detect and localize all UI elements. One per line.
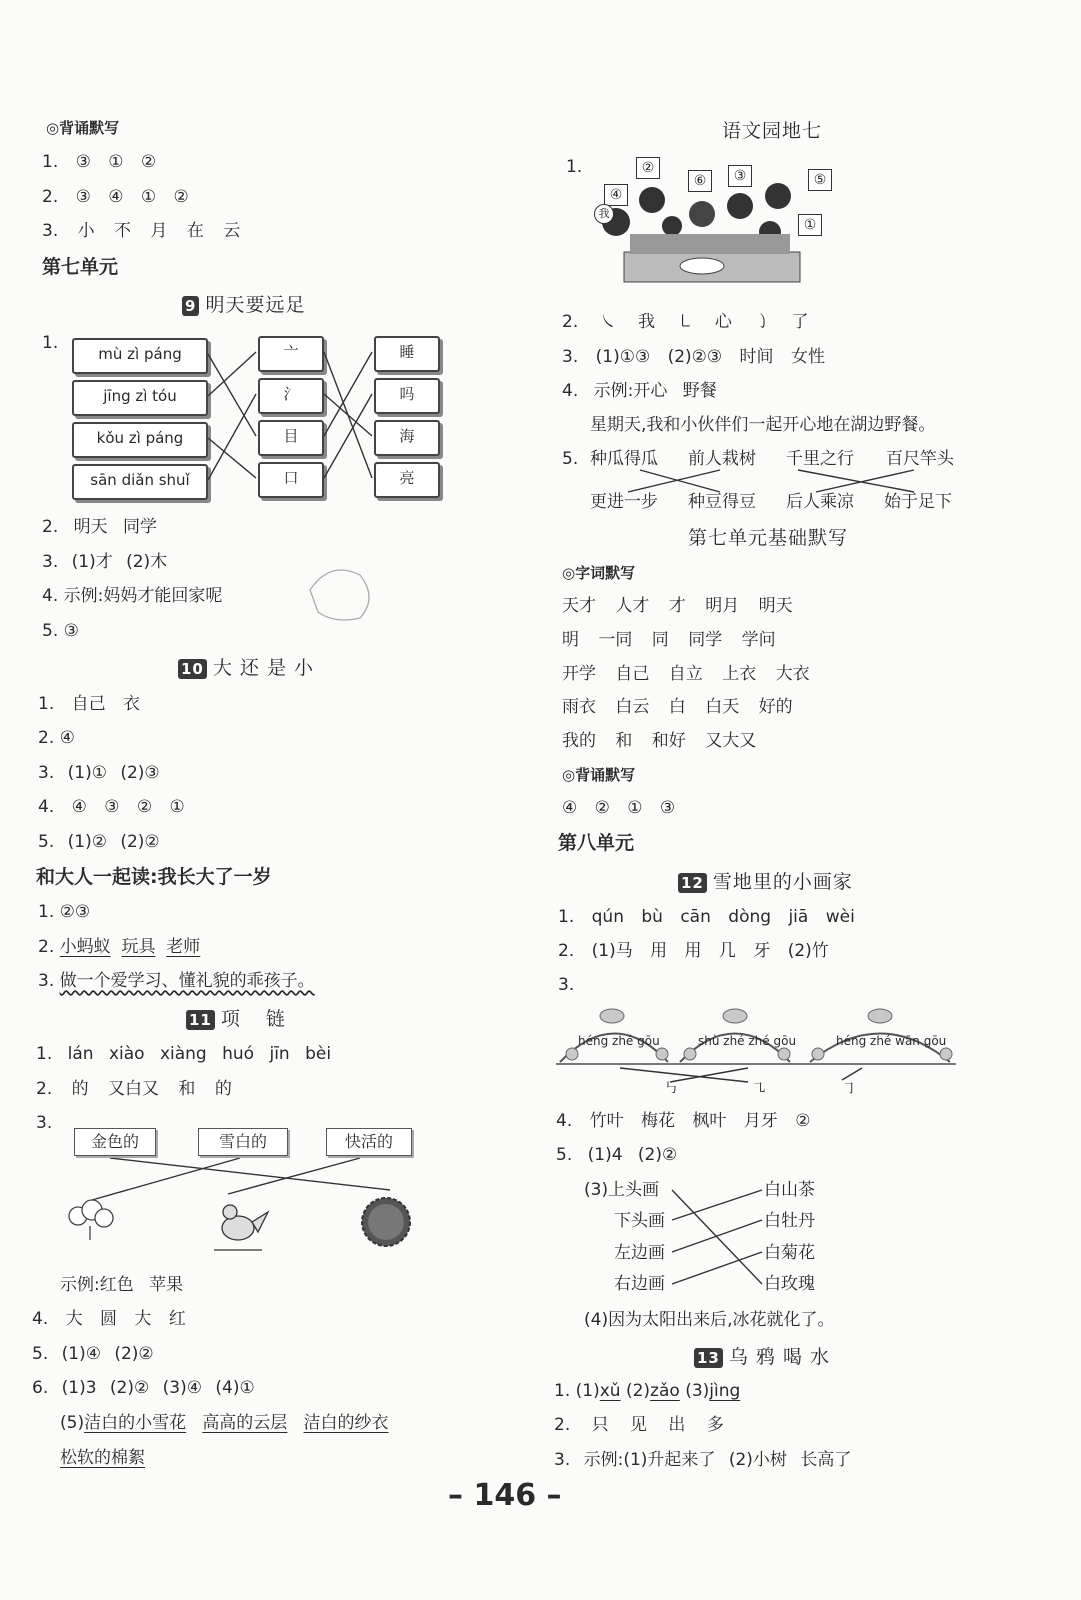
sun-icon — [362, 1198, 410, 1246]
lesson13-q2: 2. 只 见 出 多 — [554, 1415, 724, 1435]
family-label-2: ④ — [604, 184, 628, 206]
recite-heading: ◎背诵默写 — [46, 119, 120, 137]
scroll-radical-2: 氵 — [258, 378, 324, 414]
reading-q3 — [38, 970, 315, 992]
lesson9-title-text: 明天要远足 — [205, 294, 306, 316]
stroke-3: ㇆ — [842, 1081, 856, 1097]
arch-label-3: héng zhé wān gōu — [836, 1034, 947, 1048]
word-row-4: 雨衣 白云 白 白天 好的 — [562, 697, 793, 717]
lesson11-q5: 5. (1)④ (2)② — [32, 1344, 154, 1364]
stroke-2: ㇈ — [752, 1081, 766, 1097]
word-row-5: 我的 和 和好 又大又 — [562, 731, 757, 751]
q6-5-item: 高高的云层 — [202, 1413, 288, 1433]
lesson13-q3: 3. 示例:(1)升起来了 (2)小树 长高了 — [554, 1450, 852, 1470]
recite-heading-right: ◎背诵默写 — [562, 766, 636, 784]
match-left-4: 右边画 — [614, 1274, 665, 1294]
family-label-6: ① — [798, 214, 822, 236]
lesson11-q6-5-cont — [60, 1447, 145, 1469]
garden-q2: 2. ㇏ 我 ㇄ 心 ㇁ 了 — [562, 312, 809, 332]
scroll-radical-3: 目 — [258, 420, 324, 456]
q6-5-item: 洁白的小雪花 — [84, 1413, 187, 1433]
scroll-char-4: 亮 — [374, 462, 440, 498]
bird-icon — [214, 1205, 268, 1250]
match-left-2: 下头画 — [614, 1211, 665, 1231]
lesson11-q6: 6. (1)3 (2)② (3)④ (4)① — [32, 1378, 255, 1398]
arch-label-2: shù zhé zhé gōu — [698, 1034, 797, 1048]
lesson12-q4: 4. 竹叶 梅花 枫叶 月牙 ② — [556, 1111, 811, 1131]
lesson9-q1: 1. — [42, 333, 59, 353]
reading-q3-text: 做一个爱学习、懂礼貌的乖孩子。 — [59, 971, 315, 991]
recite-answer-3: 3. 小 不 月 在 云 — [42, 221, 241, 241]
match-right-1: 白山茶 — [764, 1180, 815, 1200]
garden-q1: 1. — [566, 157, 583, 177]
q6-5-item: 松软的棉絮 — [60, 1448, 145, 1468]
word-heading: ◎字词默写 — [562, 564, 636, 582]
match-right-3: 白菊花 — [764, 1243, 815, 1263]
lesson9-q2: 2. 明天 同学 — [42, 517, 158, 537]
lesson13-number: 13 — [694, 1348, 723, 1368]
idiom-bottom-3: 后人乘凉 — [786, 492, 854, 512]
scroll-char-3: 海 — [374, 420, 440, 456]
lesson12-q5: 5. (1)4 (2)② — [556, 1145, 678, 1165]
garden-title: 语文园地七 — [722, 120, 823, 142]
unit7-heading: 第七单元 — [42, 256, 119, 278]
family-label-5: ⑤ — [808, 169, 832, 191]
word-row-3: 开学 自己 自立 上衣 大衣 — [562, 664, 810, 684]
page-number: – 146 – — [448, 1478, 562, 1513]
recite-answer-2: 2. ③ ④ ① ② — [42, 187, 189, 207]
lesson10-q1: 1. 自己 衣 — [38, 694, 141, 714]
reading-q2-prefix: 2. — [38, 937, 55, 957]
idiom-top-4: 百尺竿头 — [886, 449, 954, 469]
reading-q2-item: 老师 — [166, 937, 201, 957]
reading-q1: 1. ②③ — [38, 902, 91, 922]
lesson12-title-text: 雪地里的小画家 — [712, 871, 853, 893]
lesson12-title — [678, 871, 853, 893]
idiom-top-3: 千里之行 — [786, 449, 854, 469]
arch-label-1: héng zhé gōu — [578, 1034, 660, 1048]
match-right-2: 白牡丹 — [764, 1211, 815, 1231]
q1-mid2: (3) — [679, 1381, 710, 1401]
lesson11-title-text: 项 链 — [220, 1008, 286, 1030]
recite-answer-1: 1. ③ ① ② — [42, 152, 157, 172]
scroll-pinyin-1: mù zì páng — [72, 338, 208, 374]
reading-q2 — [38, 936, 200, 958]
cotton-icon — [69, 1200, 113, 1240]
garden-q5-prefix: 5. — [562, 449, 579, 469]
lesson11-q2: 2. 的 又白又 和 的 — [36, 1079, 232, 1099]
q6-5-prefix: (5) — [60, 1413, 85, 1433]
lesson11-example: 示例:红色 苹果 — [60, 1275, 184, 1295]
idiom-bottom-1: 更进一步 — [590, 492, 658, 512]
lesson12-q2: 2. (1)马 用 用 几 牙 (2)竹 — [558, 941, 829, 961]
lesson12-q1: 1. qún bù cān dòng jiā wèi — [558, 907, 855, 927]
lesson12-q3: 3. — [558, 975, 575, 995]
lesson9-q3: 3. (1)才 (2)木 — [42, 552, 168, 572]
match-left-1: (3)上头画 — [584, 1180, 660, 1200]
lesson9-q5: 5. ③ — [42, 621, 79, 641]
recite-answer-right: ④ ② ① ③ — [562, 798, 676, 818]
garden-q3: 3. (1)①③ (2)②③ 时间 女性 — [562, 347, 825, 367]
lesson13-title — [694, 1346, 830, 1368]
q1-answer-a: xǔ — [599, 1381, 621, 1401]
dictation-title: 第七单元基础默写 — [688, 527, 849, 549]
lesson9-number: 9 — [182, 296, 199, 316]
family-label-3: ⑥ — [688, 170, 712, 192]
scroll-char-1: 睡 — [374, 336, 440, 372]
scroll-pinyin-4: sān diǎn shuǐ — [72, 464, 208, 500]
stamp-icon — [310, 570, 369, 620]
stroke-1: ㇉ — [664, 1081, 678, 1097]
lesson10-q3: 3. (1)① (2)③ — [38, 763, 160, 783]
lesson11-number: 11 — [186, 1010, 215, 1030]
pencil-card-3: 快活的 — [326, 1128, 412, 1156]
family-picture — [602, 183, 800, 282]
q1-answer-b: zǎo — [650, 1381, 680, 1401]
q6-5-item: 洁白的纱衣 — [303, 1413, 389, 1433]
lesson10-q2: 2. ④ — [38, 728, 75, 748]
q1-mid: (2) — [620, 1381, 651, 1401]
lesson10-title — [178, 657, 314, 679]
family-label-4: ③ — [728, 165, 752, 187]
reading-q2-item: 玩具 — [121, 937, 156, 957]
pencil-card-1: 金色的 — [74, 1128, 156, 1156]
garden-q4: 4. 示例:开心 野餐 — [562, 381, 717, 401]
scroll-pinyin-3: kǒu zì páng — [72, 422, 208, 458]
family-label-1: ② — [636, 157, 660, 179]
lesson12-number: 12 — [678, 873, 707, 893]
scroll-radical-4: 口 — [258, 462, 324, 498]
match-right-4: 白玫瑰 — [764, 1274, 815, 1294]
lesson13-title-text: 乌 鸦 喝 水 — [728, 1346, 830, 1368]
lesson9-q4: 4. 示例:妈妈才能回家呢 — [42, 586, 223, 606]
lesson11-q1: 1. lán xiào xiàng huó jīn bèi — [36, 1044, 332, 1064]
reading-q2-item: 小蚂蚁 — [59, 937, 111, 957]
word-row-1: 天才 人才 才 明月 明天 — [562, 596, 793, 616]
word-row-2: 明 一同 同 同学 学问 — [562, 630, 776, 650]
lesson11-q6-5 — [60, 1412, 389, 1434]
idiom-bottom-4: 始于足下 — [884, 492, 952, 512]
reading-heading: 和大人一起读:我长大了一岁 — [36, 866, 272, 888]
scroll-char-2: 吗 — [374, 378, 440, 414]
idiom-top-1: 种瓜得瓜 — [590, 449, 658, 469]
lesson10-title-text: 大 还 是 小 — [212, 657, 314, 679]
scroll-pinyin-2: jīng zì tóu — [72, 380, 208, 416]
lesson11-title — [186, 1008, 286, 1030]
match-left-3: 左边画 — [614, 1243, 665, 1263]
lesson12-q5-4: (4)因为太阳出来后,冰花就化了。 — [584, 1310, 835, 1330]
lesson10-number: 10 — [178, 659, 207, 679]
q1-prefix: 1. (1) — [554, 1381, 600, 1401]
reading-q3-prefix: 3. — [38, 971, 55, 991]
lesson11-q3: 3. — [36, 1113, 53, 1133]
unit8-heading: 第八单元 — [558, 832, 635, 854]
lesson10-q4: 4. ④ ③ ② ① — [38, 797, 185, 817]
garden-q4-sentence: 星期天,我和小伙伴们一起开心地在湖边野餐。 — [590, 415, 936, 435]
scroll-radical-1: 亠 — [258, 336, 324, 372]
lesson11-q4: 4. 大 圆 大 红 — [32, 1309, 186, 1329]
lesson13-q1 — [554, 1380, 740, 1402]
idiom-top-2: 前人栽树 — [688, 449, 756, 469]
pencil-card-2: 雪白的 — [198, 1128, 288, 1156]
q1-answer-c: jìng — [709, 1381, 741, 1401]
lesson10-q5: 5. (1)② (2)② — [38, 832, 160, 852]
me-label: 我 — [594, 204, 614, 224]
idiom-bottom-2: 种豆得豆 — [688, 492, 756, 512]
